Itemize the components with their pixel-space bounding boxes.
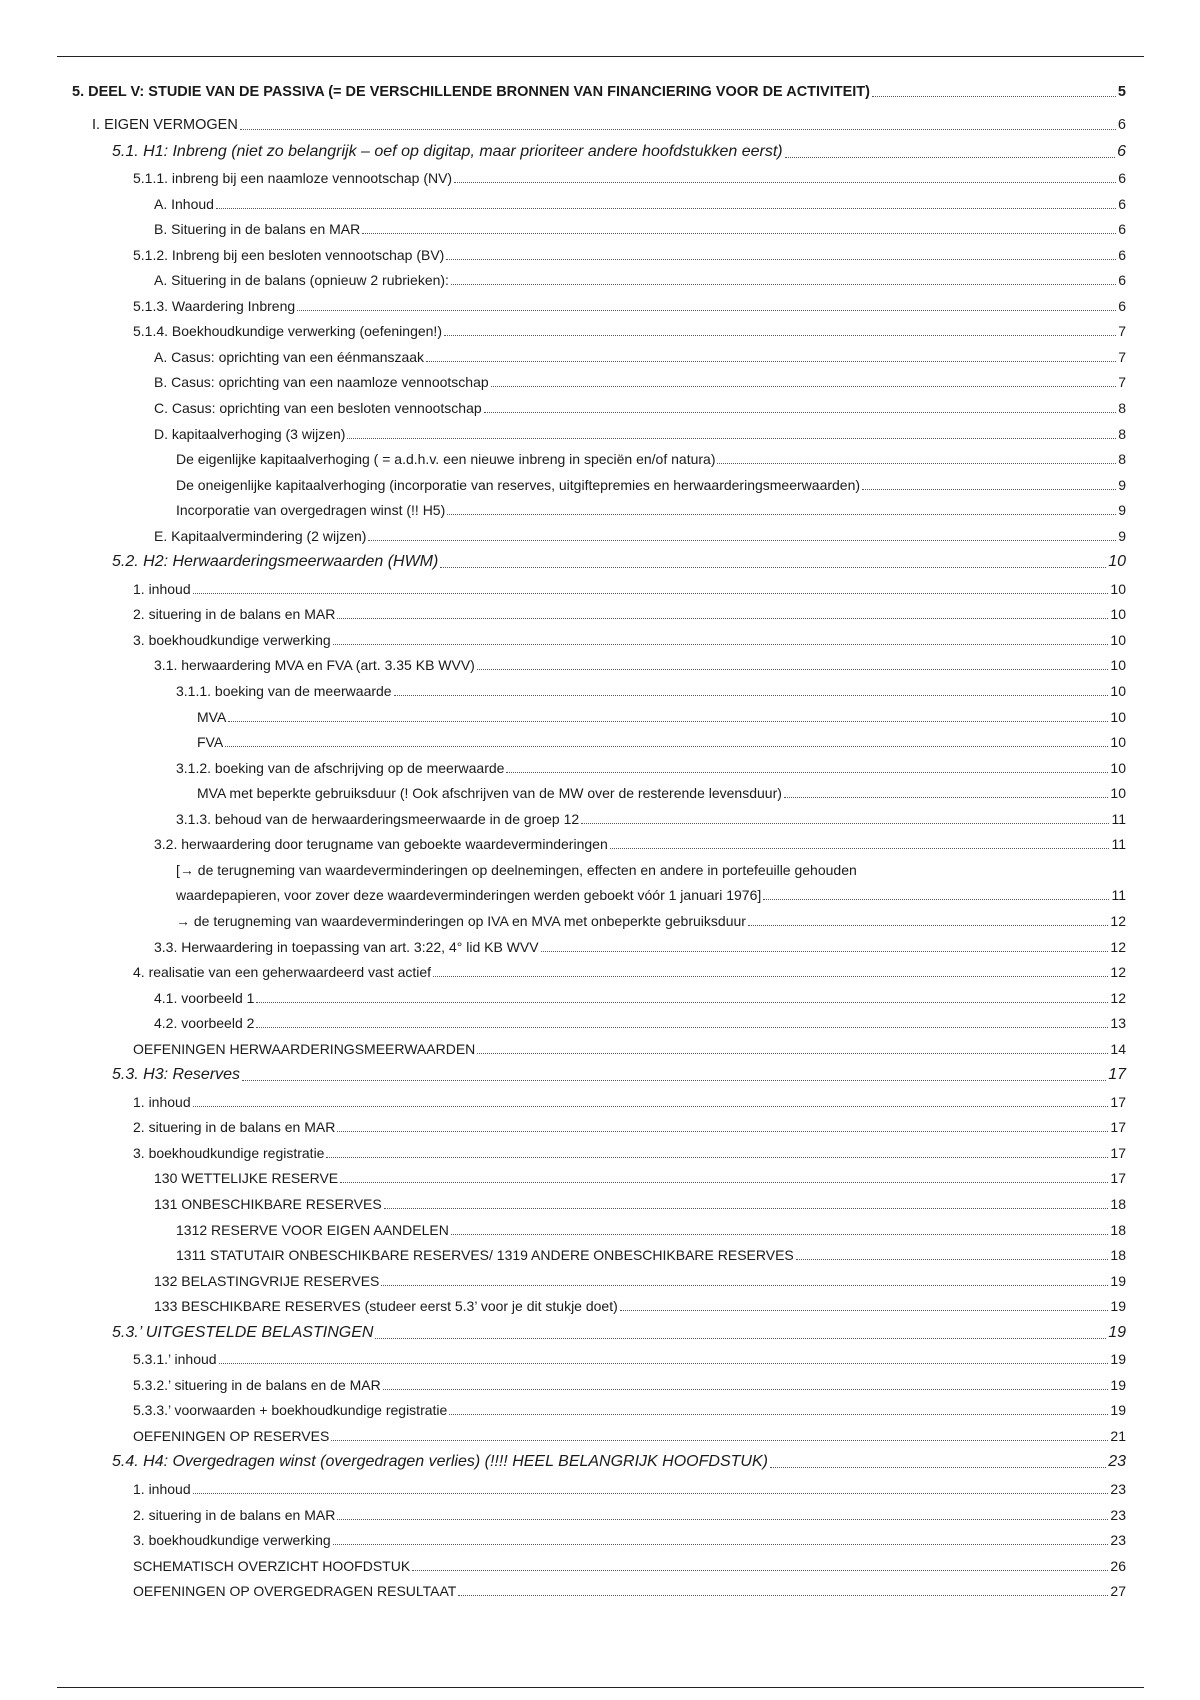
toc-entry[interactable] — [72, 169, 1126, 187]
dot-leader — [333, 644, 1109, 645]
toc-entry[interactable] — [72, 116, 1126, 134]
toc-entry-page: 12 — [1110, 912, 1126, 929]
dot-leader — [454, 182, 1116, 183]
toc-entry-title: 5.3.1.’ inhoud — [133, 1351, 217, 1368]
toc-entry-page: 10 — [1110, 580, 1126, 597]
toc-entry-title-line1: [→ de terugneming van waardeverminderingen op deelnemingen, effecten en andere in portefeuille gehouden — [176, 861, 857, 878]
toc-entry-title: 5.1.1. inbreng bij een naamloze vennootschap (NV) — [133, 170, 453, 187]
toc-entry-title: MVA met beperkte gebruiksduur (! Ook afschrijven van de MW over de resterende levensduur) — [197, 785, 782, 802]
toc-entry[interactable] — [72, 656, 1126, 674]
toc-entry-page: 7 — [1118, 374, 1126, 391]
toc-entry-page: 19 — [1110, 1376, 1126, 1393]
toc-entry-page: 8 — [1118, 425, 1126, 442]
toc-entry-page: 23 — [1110, 1480, 1126, 1497]
dot-leader — [337, 618, 1108, 619]
toc-entry[interactable] — [72, 708, 1126, 726]
dot-leader — [477, 1053, 1108, 1054]
toc-entry-title: 5.1.3. Waardering Inbreng — [133, 297, 296, 314]
toc-entry-page: 14 — [1110, 1040, 1126, 1057]
toc-entry-multiline[interactable] — [72, 861, 1126, 905]
dot-leader — [225, 746, 1108, 747]
toc-entry-page: 10 — [1110, 785, 1126, 802]
toc-entry-page: 27 — [1110, 1583, 1126, 1600]
toc-entry-title: D. kapitaalverhoging (3 wijzen) — [154, 425, 346, 442]
toc-entry-title: MVA — [197, 708, 227, 725]
toc-entry[interactable] — [72, 912, 1126, 930]
toc-entry-page: 9 — [1118, 502, 1126, 519]
toc-entry-title: 3.3. Herwaardering in toepassing van art. 3:22, 4° lid KB WVV — [154, 938, 539, 955]
dot-leader — [451, 1234, 1109, 1235]
dot-leader — [872, 96, 1116, 97]
toc-entry[interactable] — [72, 1040, 1126, 1058]
toc-entry-title: 3.1. herwaardering MVA en FVA (art. 3.35 KB WVV) — [154, 657, 475, 674]
toc-entry-title: OEFENINGEN OP RESERVES — [133, 1427, 330, 1444]
dot-leader — [458, 1595, 1108, 1596]
toc-entry-page: 12 — [1110, 938, 1126, 955]
toc-entry-title: A. Casus: oprichting van een éénmanszaak — [154, 348, 425, 365]
dot-leader — [426, 361, 1116, 362]
dot-leader — [297, 310, 1116, 311]
toc-entry-page: 19 — [1110, 1402, 1126, 1419]
toc-entry[interactable] — [72, 322, 1126, 340]
toc-entry[interactable] — [72, 1427, 1126, 1445]
toc-entry[interactable] — [72, 271, 1126, 289]
toc-entry-title: 5.2. H2: Herwaarderingsmeerwaarden (HWM) — [112, 553, 439, 571]
toc-entry[interactable] — [72, 682, 1126, 700]
toc-entry-page: 26 — [1110, 1557, 1126, 1574]
toc-entry-title: 132 BELASTINGVRIJE RESERVES — [154, 1272, 380, 1289]
toc-entry[interactable] — [72, 501, 1126, 519]
toc-entry[interactable] — [72, 1452, 1126, 1472]
dot-leader — [375, 1338, 1106, 1339]
toc-entry-title: 3.1.2. boeking van de afschrijving op de meerwaarde — [176, 759, 505, 776]
toc-entry[interactable] — [72, 1297, 1126, 1315]
toc-entry[interactable] — [72, 631, 1126, 649]
dot-leader — [216, 208, 1116, 209]
toc-entry[interactable] — [72, 1246, 1126, 1264]
toc-entry[interactable] — [72, 784, 1126, 802]
dot-leader — [337, 1519, 1108, 1520]
toc-entry[interactable] — [72, 246, 1126, 264]
dot-leader — [256, 1002, 1108, 1003]
dot-leader — [763, 899, 1109, 900]
toc-entry[interactable] — [72, 605, 1126, 623]
footer-rule — [57, 1687, 1144, 1688]
dot-leader — [506, 772, 1108, 773]
toc-entry-title: 2. situering in de balans en MAR — [133, 1119, 336, 1136]
toc-entry[interactable] — [72, 810, 1126, 828]
toc-entry-page: 23 — [1110, 1506, 1126, 1523]
toc-entry-page: 18 — [1110, 1247, 1126, 1264]
toc-entry — [176, 886, 1126, 904]
toc-entry-title: 4. realisatie van een geherwaardeerd vast actief — [133, 964, 432, 981]
dot-leader — [368, 540, 1116, 541]
dot-leader — [331, 1440, 1108, 1441]
toc-entry[interactable] — [72, 835, 1126, 853]
toc-entry-page: 12 — [1110, 989, 1126, 1006]
toc-entry-page: 23 — [1108, 1453, 1126, 1471]
toc-entry-page: 6 — [1118, 170, 1126, 187]
toc-entry[interactable] — [72, 1065, 1126, 1085]
toc-entry[interactable] — [72, 1480, 1126, 1498]
dot-leader — [326, 1157, 1108, 1158]
toc-entry-title: 4.2. voorbeeld 2 — [154, 1015, 255, 1032]
toc-entry[interactable] — [72, 1144, 1126, 1162]
toc-entry-page: 10 — [1110, 759, 1126, 776]
toc-entry-title: 131 ONBESCHIKBARE RESERVES — [154, 1195, 382, 1212]
toc-entry-page: 11 — [1111, 836, 1126, 853]
toc-entry-page: 17 — [1108, 1066, 1126, 1084]
toc-entry-title: 3.2. herwaardering door terugname van geboekte waardeverminderingen — [154, 836, 608, 853]
toc-entry[interactable] — [72, 759, 1126, 777]
toc-entry[interactable] — [72, 1169, 1126, 1187]
dot-leader — [333, 1544, 1109, 1545]
toc-entry-page: 6 — [1118, 195, 1126, 212]
toc-entry[interactable] — [72, 348, 1126, 366]
toc-entry[interactable] — [72, 1557, 1126, 1575]
toc-entry-page: 8 — [1118, 451, 1126, 468]
dot-leader — [362, 233, 1116, 234]
toc-entry-title: 3.1.1. boeking van de meerwaarde — [176, 683, 392, 700]
toc-entry-title: 1312 RESERVE VOOR EIGEN AANDELEN — [176, 1221, 449, 1238]
toc-entry-title: 5. DEEL V: STUDIE VAN DE PASSIVA (= DE VERSCHILLENDE BRONNEN VAN FINANCIERING VOOR DE ACTIVITEIT) — [72, 84, 870, 100]
toc-entry[interactable] — [72, 733, 1126, 751]
toc-entry-page: 6 — [1117, 117, 1126, 133]
toc-entry-page: 17 — [1110, 1144, 1126, 1161]
toc-entry-title: 5.3. H3: Reserves — [112, 1066, 241, 1084]
toc-entry[interactable] — [72, 1014, 1126, 1032]
toc-entry-page: 10 — [1110, 734, 1126, 751]
dot-leader — [477, 669, 1109, 670]
toc-entry-title: De oneigenlijke kapitaalverhoging (incorporatie van reserves, uitgiftepremies en herwaarderingsmeerwaarden) — [176, 476, 861, 493]
toc-entry-page: 19 — [1110, 1298, 1126, 1315]
toc-entry-page: 6 — [1117, 142, 1126, 160]
toc-entry-title: I. EIGEN VERMOGEN — [92, 117, 238, 133]
toc-entry[interactable] — [72, 1118, 1126, 1136]
toc-entry-title: 2. situering in de balans en MAR — [133, 606, 336, 623]
dot-leader — [541, 951, 1109, 952]
toc-entry-title: E. Kapitaalvermindering (2 wijzen) — [154, 527, 367, 544]
toc-entry-page: 19 — [1110, 1351, 1126, 1368]
toc-entry[interactable] — [72, 989, 1126, 1007]
toc-entry-page: 19 — [1108, 1323, 1126, 1341]
toc-entry-page: 7 — [1118, 323, 1126, 340]
toc-entry-title: 5.1.2. Inbreng bij een besloten vennootschap (BV) — [133, 246, 445, 263]
dot-leader — [620, 1310, 1109, 1311]
toc-entry-page: 10 — [1110, 631, 1126, 648]
toc-entry-title: 3. boekhoudkundige verwerking — [133, 631, 331, 648]
toc-entry[interactable] — [72, 552, 1126, 572]
toc-entry[interactable] — [72, 425, 1126, 443]
toc-entry-page: 23 — [1110, 1532, 1126, 1549]
dot-leader — [610, 848, 1110, 849]
toc-entry-title: 5.4. H4: Overgedragen winst (overgedragen verlies) (!!!! HEEL BELANGRIJK HOOFDSTUK) — [112, 1453, 768, 1471]
dot-leader — [581, 823, 1109, 824]
dot-leader — [381, 1285, 1108, 1286]
toc-entry-page: 18 — [1110, 1221, 1126, 1238]
dot-leader — [412, 1570, 1108, 1571]
dot-leader — [256, 1027, 1108, 1028]
toc-entry[interactable] — [72, 1401, 1126, 1419]
toc-entry-page: 7 — [1118, 348, 1126, 365]
toc-entry[interactable] — [72, 1323, 1126, 1343]
toc-entry[interactable] — [72, 297, 1126, 315]
toc-entry-title: 1. inhoud — [133, 580, 191, 597]
toc-entry[interactable] — [72, 1272, 1126, 1290]
dot-leader — [748, 925, 1108, 926]
toc-entry-title: 133 BESCHIKBARE RESERVES (studeer eerst 5.3’ voor je dit stukje doet) — [154, 1298, 618, 1315]
toc-entry-title: → de terugneming van waardeverminderingen op IVA en MVA met onbeperkte gebruiksduur — [176, 912, 746, 929]
dot-leader — [193, 1106, 1109, 1107]
toc-entry-title: 5.3.2.’ situering in de balans en de MAR — [133, 1376, 381, 1393]
toc-entry-page: 10 — [1108, 553, 1126, 571]
table-of-contents — [72, 83, 1126, 1608]
toc-entry[interactable] — [72, 1506, 1126, 1524]
toc-entry-title: OEFENINGEN OP OVERGEDRAGEN RESULTAAT — [133, 1583, 457, 1600]
toc-entry[interactable] — [72, 220, 1126, 238]
toc-entry-title: 1. inhoud — [133, 1480, 191, 1497]
dot-leader — [384, 1208, 1109, 1209]
dot-leader — [451, 284, 1116, 285]
toc-entry-page: 5 — [1117, 84, 1126, 100]
dot-leader — [784, 797, 1109, 798]
toc-entry[interactable] — [72, 938, 1126, 956]
toc-entry-title: 130 WETTELIJKE RESERVE — [154, 1170, 339, 1187]
toc-entry-page: 10 — [1110, 657, 1126, 674]
toc-entry-page: 9 — [1118, 476, 1126, 493]
toc-entry-title: waardepapieren, voor zover deze waardeverminderingen werden geboekt vóór 1 januari 1976] — [176, 887, 762, 904]
dot-leader — [440, 567, 1106, 568]
toc-entry[interactable] — [72, 1195, 1126, 1213]
toc-entry-page: 17 — [1110, 1093, 1126, 1110]
toc-entry-page: 12 — [1110, 964, 1126, 981]
toc-entry-page: 17 — [1110, 1119, 1126, 1136]
dot-leader — [219, 1363, 1109, 1364]
toc-entry-title: 3. boekhoudkundige registratie — [133, 1144, 325, 1161]
dot-leader — [717, 463, 1116, 464]
toc-entry-title: 1. inhoud — [133, 1093, 191, 1110]
toc-entry[interactable] — [72, 1531, 1126, 1549]
dot-leader — [340, 1182, 1108, 1183]
toc-entry[interactable] — [72, 1093, 1126, 1111]
toc-entry[interactable] — [72, 373, 1126, 391]
toc-entry-page: 8 — [1118, 400, 1126, 417]
toc-entry-page: 6 — [1118, 221, 1126, 238]
toc-entry-title: C. Casus: oprichting van een besloten vennootschap — [154, 400, 482, 417]
toc-entry[interactable] — [72, 1350, 1126, 1368]
dot-leader — [433, 976, 1108, 977]
toc-entry[interactable] — [72, 450, 1126, 468]
toc-entry-title: De eigenlijke kapitaalverhoging ( = a.d.h.v. een nieuwe inbreng in speciën en/of natura) — [176, 451, 716, 468]
toc-entry-title: B. Casus: oprichting van een naamloze vennootschap — [154, 374, 489, 391]
toc-entry[interactable] — [72, 142, 1126, 162]
toc-entry-page: 10 — [1110, 683, 1126, 700]
toc-entry-title: 5.1.4. Boekhoudkundige verwerking (oefeningen!) — [133, 323, 442, 340]
dot-leader — [193, 593, 1109, 594]
toc-entry-title: FVA — [197, 734, 224, 751]
toc-entry-title: 3.1.3. behoud van de herwaarderingsmeerwaarde in de groep 12 — [176, 810, 580, 827]
toc-entry[interactable] — [72, 399, 1126, 417]
toc-entry-title: A. Inhoud — [154, 195, 214, 212]
toc-entry-page: 18 — [1110, 1195, 1126, 1212]
dot-leader — [383, 1389, 1109, 1390]
toc-entry-title: 2. situering in de balans en MAR — [133, 1506, 336, 1523]
toc-entry[interactable] — [72, 476, 1126, 494]
dot-leader — [785, 157, 1115, 158]
toc-entry[interactable] — [72, 580, 1126, 598]
toc-entry-page: 10 — [1110, 708, 1126, 725]
toc-entry-page: 10 — [1110, 606, 1126, 623]
toc-entry-title: Incorporatie van overgedragen winst (!! H5) — [176, 502, 446, 519]
toc-entry-page: 9 — [1118, 527, 1126, 544]
dot-leader — [770, 1467, 1106, 1468]
toc-entry-page: 11 — [1111, 887, 1126, 904]
toc-entry-title: SCHEMATISCH OVERZICHT HOOFDSTUK — [133, 1557, 411, 1574]
dot-leader — [862, 489, 1116, 490]
toc-entry[interactable] — [72, 195, 1126, 213]
dot-leader — [484, 412, 1117, 413]
toc-entry-page: 19 — [1110, 1272, 1126, 1289]
dot-leader — [444, 335, 1116, 336]
dot-leader — [447, 514, 1116, 515]
toc-entry-page: 21 — [1110, 1427, 1126, 1444]
toc-entry-page: 6 — [1118, 272, 1126, 289]
toc-entry-page: 6 — [1118, 246, 1126, 263]
toc-entry-title: 4.1. voorbeeld 1 — [154, 989, 255, 1006]
toc-entry-title: 5.3.3.’ voorwaarden + boekhoudkundige registratie — [133, 1402, 448, 1419]
header-rule — [57, 56, 1144, 57]
dot-leader — [394, 695, 1109, 696]
dot-leader — [228, 721, 1108, 722]
toc-entry-title: 3. boekhoudkundige verwerking — [133, 1532, 331, 1549]
dot-leader — [240, 129, 1116, 130]
toc-entry[interactable] — [72, 83, 1126, 101]
toc-entry[interactable] — [72, 527, 1126, 545]
toc-entry-page: 6 — [1118, 297, 1126, 314]
toc-entry-page: 13 — [1110, 1015, 1126, 1032]
toc-entry[interactable] — [72, 1582, 1126, 1600]
toc-entry-title: 5.3.’ UITGESTELDE BELASTINGEN — [112, 1323, 374, 1341]
dot-leader — [242, 1080, 1106, 1081]
toc-entry[interactable] — [72, 963, 1126, 981]
dot-leader — [347, 438, 1116, 439]
toc-entry-title: B. Situering in de balans en MAR — [154, 221, 361, 238]
dot-leader — [491, 386, 1117, 387]
dot-leader — [193, 1493, 1109, 1494]
toc-entry-page: 11 — [1111, 810, 1126, 827]
toc-entry-title: OEFENINGEN HERWAARDERINGSMEERWAARDEN — [133, 1040, 476, 1057]
toc-entry-title: 1311 STATUTAIR ONBESCHIKBARE RESERVES/ 1319 ANDERE ONBESCHIKBARE RESERVES — [176, 1247, 794, 1264]
toc-entry-title: 5.1. H1: Inbreng (niet zo belangrijk – oef op digitap, maar prioriteer andere hoofdstukken eerst) — [112, 142, 783, 160]
dot-leader — [446, 259, 1116, 260]
toc-entry[interactable] — [72, 1376, 1126, 1394]
toc-entry-title: A. Situering in de balans (opnieuw 2 rubrieken): — [154, 272, 449, 289]
dot-leader — [796, 1259, 1109, 1260]
dot-leader — [449, 1414, 1108, 1415]
dot-leader — [337, 1131, 1108, 1132]
toc-entry[interactable] — [72, 1221, 1126, 1239]
toc-entry-page: 17 — [1110, 1170, 1126, 1187]
